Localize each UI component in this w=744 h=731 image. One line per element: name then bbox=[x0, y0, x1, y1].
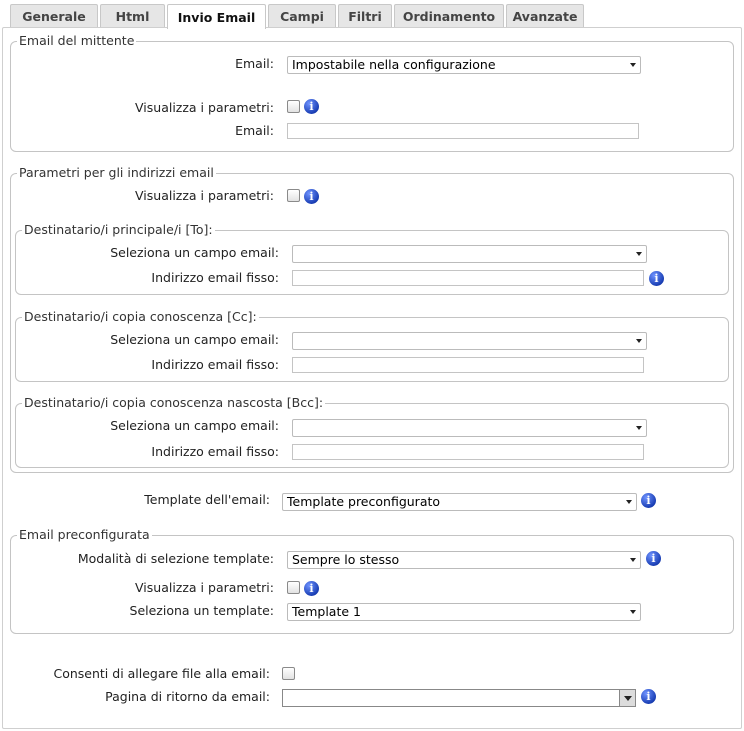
cc-fixed-label: Indirizzo email fisso: bbox=[151, 357, 279, 372]
tab-invio-email[interactable]: Invio Email bbox=[167, 4, 266, 29]
bcc-legend: Destinatario/i copia conoscenza nascosta [Bcc]: bbox=[24, 395, 324, 410]
info-icon[interactable]: i bbox=[646, 551, 661, 566]
tab-generale[interactable]: Generale bbox=[10, 4, 98, 28]
attach-label: Consenti di allegare file alla email: bbox=[53, 666, 270, 681]
template-label: Template dell'email: bbox=[144, 492, 270, 507]
to-select-label: Seleziona un campo email: bbox=[110, 245, 279, 260]
tab-avanzate[interactable]: Avanzate bbox=[506, 4, 584, 28]
sender-email-select[interactable] bbox=[287, 56, 641, 74]
to-legend: Destinatario/i principale/i [To]: bbox=[24, 222, 213, 237]
template-mode-label: Modalità di selezione template: bbox=[77, 551, 274, 566]
sender-email-field-label: Email: bbox=[235, 123, 274, 138]
chevron-down-icon bbox=[636, 339, 642, 343]
sender-email-field[interactable] bbox=[287, 123, 639, 139]
addresses-show-params-label: Visualizza i parametri: bbox=[135, 188, 274, 203]
chevron-down-icon bbox=[630, 610, 636, 614]
sender-show-params-checkbox[interactable] bbox=[287, 100, 300, 113]
to-fixed-email-input[interactable] bbox=[292, 270, 644, 286]
info-icon[interactable]: i bbox=[304, 99, 319, 114]
chevron-down-icon bbox=[636, 252, 642, 256]
return-page-label: Pagina di ritorno da email: bbox=[105, 689, 270, 704]
cc-select-label: Seleziona un campo email: bbox=[110, 332, 279, 347]
info-icon[interactable]: i bbox=[304, 581, 319, 596]
cc-legend: Destinatario/i copia conoscenza [Cc]: bbox=[24, 309, 257, 324]
sender-email-select-value: Impostabile nella configurazione bbox=[292, 57, 496, 72]
tab-ordinamento[interactable]: Ordinamento bbox=[394, 4, 504, 28]
sender-email-label: Email: bbox=[235, 56, 274, 71]
preconfigured-legend: Email preconfigurata bbox=[19, 527, 150, 542]
addresses-show-params-checkbox[interactable] bbox=[287, 189, 300, 202]
chevron-down-icon bbox=[636, 426, 642, 430]
chevron-down-icon bbox=[630, 558, 636, 562]
dropdown-button-icon[interactable] bbox=[619, 690, 635, 706]
bcc-fixed-label: Indirizzo email fisso: bbox=[151, 444, 279, 459]
bcc-email-field-select[interactable] bbox=[292, 419, 647, 437]
to-fixed-label: Indirizzo email fisso: bbox=[151, 270, 279, 285]
attach-checkbox[interactable] bbox=[282, 667, 295, 680]
select-template-select[interactable] bbox=[287, 603, 641, 621]
chevron-down-icon bbox=[626, 500, 632, 504]
select-template-label: Seleziona un template: bbox=[129, 603, 274, 618]
info-icon[interactable]: i bbox=[304, 189, 319, 204]
cc-fixed-email-input[interactable] bbox=[292, 357, 644, 373]
bcc-select-label: Seleziona un campo email: bbox=[110, 418, 279, 433]
info-icon[interactable]: i bbox=[641, 493, 656, 508]
sender-legend: Email del mittente bbox=[19, 33, 135, 48]
sender-show-params-label: Visualizza i parametri: bbox=[135, 100, 274, 115]
select-template-value: Template 1 bbox=[292, 604, 361, 619]
chevron-down-icon bbox=[630, 63, 636, 67]
to-email-field-select[interactable] bbox=[292, 245, 647, 263]
template-select[interactable] bbox=[282, 493, 637, 511]
template-select-value: Template preconfigurato bbox=[287, 494, 441, 509]
info-icon[interactable]: i bbox=[649, 271, 664, 286]
tab-filtri[interactable]: Filtri bbox=[338, 4, 392, 28]
preconfigured-show-params-checkbox[interactable] bbox=[287, 581, 300, 594]
tab-campi[interactable]: Campi bbox=[268, 4, 336, 28]
cc-email-field-select[interactable] bbox=[292, 332, 647, 350]
tab-html[interactable]: Html bbox=[100, 4, 165, 28]
template-mode-select-value: Sempre lo stesso bbox=[292, 552, 400, 567]
bcc-fixed-email-input[interactable] bbox=[292, 444, 644, 460]
info-icon[interactable]: i bbox=[641, 689, 656, 704]
template-mode-select[interactable] bbox=[287, 551, 641, 569]
addresses-legend: Parametri per gli indirizzi email bbox=[19, 165, 214, 180]
return-page-select[interactable] bbox=[282, 689, 636, 707]
preconfigured-show-params-label: Visualizza i parametri: bbox=[135, 580, 274, 595]
